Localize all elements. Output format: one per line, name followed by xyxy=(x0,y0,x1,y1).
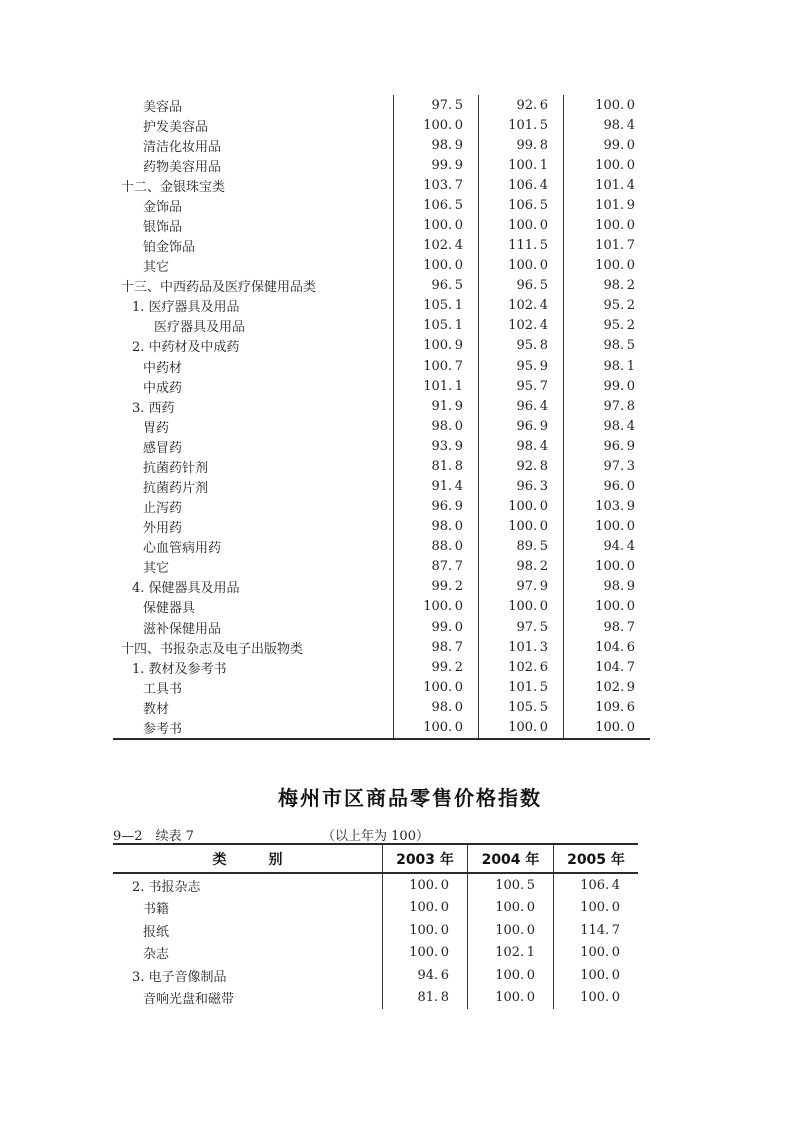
table-row xyxy=(113,874,638,897)
index-value: 96. 9 xyxy=(563,436,650,456)
index-value: 81. 8 xyxy=(393,456,478,476)
table-row xyxy=(113,175,650,195)
table-row xyxy=(113,436,650,456)
index-value: 102. 4 xyxy=(478,316,563,336)
index-value: 100. 0 xyxy=(467,987,553,1010)
index-value: 102. 4 xyxy=(393,236,478,256)
index-value: 100. 0 xyxy=(553,942,638,965)
category-label: 金饰品 xyxy=(143,199,183,215)
index-value: 95. 9 xyxy=(478,356,563,376)
index-value: 100. 0 xyxy=(478,717,563,737)
table-row xyxy=(113,95,650,115)
table-row xyxy=(113,942,638,965)
index-value: 98. 5 xyxy=(563,336,650,356)
category-label: 1. 医疗器具及用品 xyxy=(132,300,240,316)
category-label: 报纸 xyxy=(143,924,170,940)
index-value: 101. 5 xyxy=(478,677,563,697)
index-value: 100. 0 xyxy=(393,215,478,235)
index-value: 98. 7 xyxy=(393,637,478,657)
index-value: 98. 7 xyxy=(563,617,650,637)
index-value: 100. 0 xyxy=(553,964,638,987)
category-label: 3. 电子音像制品 xyxy=(132,969,227,985)
header-category: 类 别 xyxy=(212,851,283,868)
index-value: 100. 0 xyxy=(563,557,650,577)
table-row xyxy=(113,987,638,1010)
index-value: 101. 3 xyxy=(478,637,563,657)
index-value: 98. 0 xyxy=(393,517,478,537)
table-meta-line xyxy=(113,825,638,843)
index-value: 109. 6 xyxy=(563,697,650,717)
category-label: 中药材 xyxy=(143,360,183,376)
table-row xyxy=(113,577,650,597)
index-value: 100. 0 xyxy=(382,874,467,897)
index-value: 98. 9 xyxy=(563,577,650,597)
table-row xyxy=(113,396,650,416)
index-value: 100. 0 xyxy=(478,256,563,276)
category-label: 药物美容用品 xyxy=(143,159,222,175)
index-value: 92. 6 xyxy=(478,95,563,115)
table-row xyxy=(113,336,650,356)
index-value: 91. 9 xyxy=(393,396,478,416)
index-value: 99. 8 xyxy=(478,135,563,155)
index-value: 94. 4 xyxy=(563,537,650,557)
category-label: 滋补保健用品 xyxy=(143,621,222,637)
index-value: 96. 5 xyxy=(393,276,478,296)
index-value: 95. 2 xyxy=(563,316,650,336)
header-year-2005: 2005 年 xyxy=(553,845,638,872)
index-value: 99. 0 xyxy=(393,617,478,637)
index-value: 97. 3 xyxy=(563,456,650,476)
table-row xyxy=(113,497,650,517)
index-value: 100. 0 xyxy=(393,717,478,737)
index-value: 100. 7 xyxy=(393,356,478,376)
table-row xyxy=(113,517,650,537)
index-value: 89. 5 xyxy=(478,537,563,557)
index-value: 100. 0 xyxy=(382,942,467,965)
index-value: 103. 7 xyxy=(393,175,478,195)
main-price-table xyxy=(113,843,638,1009)
category-label: 书籍 xyxy=(143,902,170,918)
table-row xyxy=(113,537,650,557)
category-label: 抗菌药片剂 xyxy=(143,481,209,497)
table-row xyxy=(113,677,650,697)
index-value: 98. 4 xyxy=(478,436,563,456)
table-row xyxy=(113,155,650,175)
index-value: 100. 0 xyxy=(478,597,563,617)
index-value: 102. 9 xyxy=(563,677,650,697)
category-label: 十二、金银珠宝类 xyxy=(121,179,226,195)
index-value: 98. 2 xyxy=(478,557,563,577)
index-value: 100. 0 xyxy=(553,987,638,1010)
table-row xyxy=(113,195,650,215)
index-value: 101. 7 xyxy=(563,236,650,256)
index-value: 81. 8 xyxy=(382,987,467,1010)
index-value: 100. 0 xyxy=(393,677,478,697)
table-number: 9—2 续表 7 xyxy=(113,829,194,844)
header-year-2003: 2003 年 xyxy=(382,845,467,872)
category-label: 抗菌药针剂 xyxy=(143,460,209,476)
table-row xyxy=(113,456,650,476)
index-value: 96. 9 xyxy=(478,416,563,436)
index-value: 98. 2 xyxy=(563,276,650,296)
table-row xyxy=(113,557,650,577)
table-row xyxy=(113,476,650,496)
table-row xyxy=(113,637,650,657)
table-row xyxy=(113,897,638,920)
category-label: 4. 保健器具及用品 xyxy=(132,581,240,597)
category-label: 参考书 xyxy=(143,721,183,737)
category-label: 感冒药 xyxy=(143,440,183,456)
category-label: 美容品 xyxy=(143,99,183,115)
category-label: 2. 中药材及中成药 xyxy=(132,340,240,356)
table-row xyxy=(113,597,650,617)
category-label: 银饰品 xyxy=(143,220,183,235)
table-row xyxy=(113,617,650,637)
index-value: 97. 8 xyxy=(563,396,650,416)
index-value: 100. 0 xyxy=(467,897,553,920)
index-value: 111. 5 xyxy=(478,236,563,256)
category-label: 音响光盘和磁带 xyxy=(143,992,235,1008)
category-label: 护发美容品 xyxy=(143,119,209,135)
category-label: 2. 书报杂志 xyxy=(132,879,201,895)
index-value: 96. 0 xyxy=(563,476,650,496)
index-value: 96. 5 xyxy=(478,276,563,296)
table-row xyxy=(113,236,650,256)
index-value: 100. 9 xyxy=(393,336,478,356)
index-value: 94. 6 xyxy=(382,964,467,987)
index-value: 98. 0 xyxy=(393,416,478,436)
table-row xyxy=(113,115,650,135)
table-row xyxy=(113,919,638,942)
table-row xyxy=(113,356,650,376)
category-label: 十三、中西药品及医疗保健用品类 xyxy=(121,280,317,296)
table-row xyxy=(113,215,650,235)
index-value: 96. 9 xyxy=(393,497,478,517)
index-value: 100. 0 xyxy=(563,256,650,276)
category-label: 十四、书报杂志及电子出版物类 xyxy=(121,641,304,657)
index-value: 114. 7 xyxy=(553,919,638,942)
index-value: 100. 0 xyxy=(467,919,553,942)
index-value: 99. 0 xyxy=(563,376,650,396)
index-value: 102. 6 xyxy=(478,657,563,677)
index-value: 104. 7 xyxy=(563,657,650,677)
index-value: 100. 0 xyxy=(478,215,563,235)
index-value: 102. 4 xyxy=(478,296,563,316)
index-value: 100. 0 xyxy=(382,919,467,942)
index-value: 96. 4 xyxy=(478,396,563,416)
index-value: 98. 1 xyxy=(563,356,650,376)
index-value: 95. 7 xyxy=(478,376,563,396)
index-value: 98. 0 xyxy=(393,697,478,717)
index-value: 99. 9 xyxy=(393,155,478,175)
category-label: 止泻药 xyxy=(143,501,183,517)
index-value: 97. 9 xyxy=(478,577,563,597)
table-row xyxy=(113,964,638,987)
category-label: 外用药 xyxy=(143,521,183,537)
category-label: 其它 xyxy=(143,260,170,276)
category-label: 医疗器具及用品 xyxy=(154,320,246,336)
table-row xyxy=(113,276,650,296)
category-label: 清洁化妆用品 xyxy=(143,139,222,155)
index-value: 88. 0 xyxy=(393,537,478,557)
index-value: 93. 9 xyxy=(393,436,478,456)
index-value: 92. 8 xyxy=(478,456,563,476)
index-value: 87. 7 xyxy=(393,557,478,577)
index-value: 101. 9 xyxy=(563,195,650,215)
category-label: 工具书 xyxy=(143,681,183,697)
index-value: 100. 0 xyxy=(563,517,650,537)
category-label: 保健器具 xyxy=(143,601,196,617)
index-value: 96. 3 xyxy=(478,476,563,496)
index-value: 100. 5 xyxy=(467,874,553,897)
page-title: 梅州市区商品零售价格指数 xyxy=(278,786,542,810)
index-value: 100. 0 xyxy=(478,517,563,537)
continued-price-table xyxy=(113,95,650,740)
table-row xyxy=(113,657,650,677)
index-value: 100. 0 xyxy=(563,155,650,175)
table-row xyxy=(113,135,650,155)
table-row xyxy=(113,316,650,336)
index-value: 106. 5 xyxy=(393,195,478,215)
index-value: 99. 2 xyxy=(393,657,478,677)
category-label: 教材 xyxy=(143,701,170,717)
index-value: 100. 0 xyxy=(553,897,638,920)
index-value: 98. 4 xyxy=(563,416,650,436)
category-label: 胃药 xyxy=(143,420,170,436)
index-value: 103. 9 xyxy=(563,497,650,517)
table-row xyxy=(113,256,650,276)
index-value: 106. 4 xyxy=(553,874,638,897)
index-value: 97. 5 xyxy=(478,617,563,637)
index-value: 105. 1 xyxy=(393,296,478,316)
index-value: 106. 4 xyxy=(478,175,563,195)
index-value: 99. 2 xyxy=(393,577,478,597)
table-row xyxy=(113,376,650,396)
index-value: 100. 0 xyxy=(393,597,478,617)
index-value: 101. 4 xyxy=(563,175,650,195)
index-value: 91. 4 xyxy=(393,476,478,496)
index-value: 105. 5 xyxy=(478,697,563,717)
category-label: 3. 西药 xyxy=(132,400,175,416)
table-body xyxy=(113,874,638,1009)
index-value: 101. 1 xyxy=(393,376,478,396)
table-header-row xyxy=(113,843,638,874)
index-value: 100. 1 xyxy=(478,155,563,175)
index-value: 100. 0 xyxy=(393,115,478,135)
category-label: 心血管病用药 xyxy=(143,541,222,557)
index-value: 100. 0 xyxy=(563,717,650,737)
index-value: 100. 0 xyxy=(382,897,467,920)
index-value: 100. 0 xyxy=(563,95,650,115)
index-value: 99. 0 xyxy=(563,135,650,155)
index-value: 97. 5 xyxy=(393,95,478,115)
table-row xyxy=(113,717,650,737)
index-value: 105. 1 xyxy=(393,316,478,336)
category-label: 1. 教材及参考书 xyxy=(132,661,227,677)
index-value: 102. 1 xyxy=(467,942,553,965)
index-value: 101. 5 xyxy=(478,115,563,135)
table-row xyxy=(113,416,650,436)
category-label: 其它 xyxy=(143,561,170,577)
table-row xyxy=(113,296,650,316)
index-value: 100. 0 xyxy=(563,597,650,617)
index-value: 100. 0 xyxy=(478,497,563,517)
index-value: 100. 0 xyxy=(467,964,553,987)
category-label: 杂志 xyxy=(143,947,170,963)
index-value: 106. 5 xyxy=(478,195,563,215)
header-year-2004: 2004 年 xyxy=(467,845,553,872)
index-value: 98. 4 xyxy=(563,115,650,135)
index-value: 95. 2 xyxy=(563,296,650,316)
table-row xyxy=(113,697,650,717)
base-year-note: （以上年为 100） xyxy=(322,829,429,844)
index-value: 100. 0 xyxy=(563,215,650,235)
index-value: 98. 9 xyxy=(393,135,478,155)
index-value: 95. 8 xyxy=(478,336,563,356)
index-value: 100. 0 xyxy=(393,256,478,276)
category-label: 铂金饰品 xyxy=(143,240,196,256)
index-value: 104. 6 xyxy=(563,637,650,657)
category-label: 中成药 xyxy=(143,380,183,396)
